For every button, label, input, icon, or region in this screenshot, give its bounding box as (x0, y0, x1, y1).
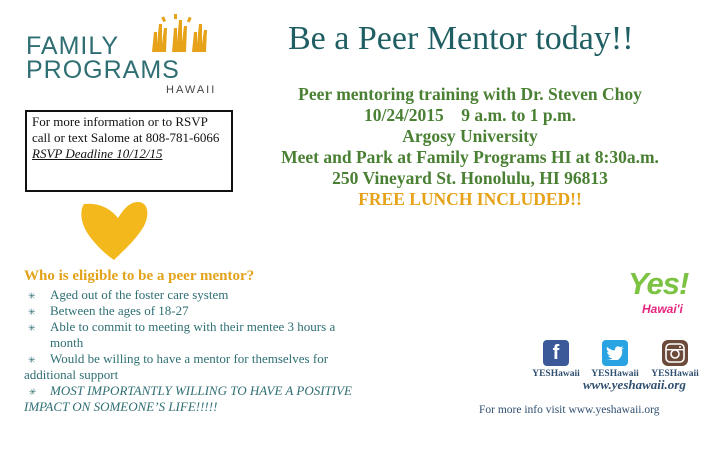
logo-text-programs: PROGRAMS (26, 56, 180, 84)
page-title: Be a Peer Mentor today!! (288, 20, 634, 57)
event-training: Peer mentoring training with Dr. Steven Choy (298, 84, 642, 104)
yes-logo-sub: Hawai'i (642, 302, 683, 316)
family-programs-logo (26, 14, 217, 104)
twitter-icon (602, 340, 628, 366)
event-meet-park: Meet and Park at Family Programs HI at 8:30a.m. (281, 147, 659, 167)
event-details (245, 84, 695, 210)
rsvp-deadline: RSVP Deadline 10/12/15 (32, 146, 163, 161)
facebook-icon: f (543, 340, 569, 366)
list-item: ✳ Able to commit to meeting with their mentee 3 hours a month (28, 319, 336, 350)
facebook-label: YESHawaii (532, 369, 580, 379)
footer-more-info: For more info visit www.yeshawaii.org (479, 404, 660, 416)
eligibility-list (24, 287, 364, 415)
heart-icon (78, 200, 150, 262)
yes-logo-word: Yes! (628, 266, 689, 301)
facebook-link[interactable] (526, 340, 586, 379)
instagram-label: YESHawaii (651, 369, 699, 379)
twitter-link[interactable] (585, 340, 645, 379)
list-item: ✳ Between the ages of 18-27 (28, 303, 189, 318)
event-venue: Argosy University (402, 126, 538, 146)
instagram-icon (662, 340, 688, 366)
instagram-link[interactable] (645, 340, 705, 379)
logo-text-hawaii: HAWAII (166, 84, 217, 96)
yes-hawaii-logo (628, 266, 688, 326)
rsvp-info-text: For more information or to RSVP call or text Salome at 808-781-6066 (32, 114, 220, 145)
twitter-label: YESHawaii (591, 369, 639, 379)
list-item: ✳ Would be willing to have a mentor for themselves for additional support (24, 351, 329, 382)
event-free-lunch: FREE LUNCH INCLUDED!! (358, 189, 582, 209)
hands-sunburst-icon (144, 14, 214, 54)
website-link[interactable]: www.yeshawaii.org (583, 377, 686, 392)
event-date-time: 10/24/2015 9 a.m. to 1 p.m. (364, 105, 576, 125)
list-item: ✳ MOST IMPORTANTLY WILLING TO HAVE A POSITIVE IMPACT ON SOMEONE’S LIFE!!!!! (24, 383, 352, 414)
list-item: ✳ Aged out of the foster care system (28, 287, 229, 302)
eligibility-title: Who is eligible to be a peer mentor? (24, 268, 255, 284)
logo-text-family: FAMILY (26, 32, 120, 60)
event-address: 250 Vineyard St. Honolulu, HI 96813 (332, 168, 608, 188)
rsvp-info-box (25, 110, 233, 192)
